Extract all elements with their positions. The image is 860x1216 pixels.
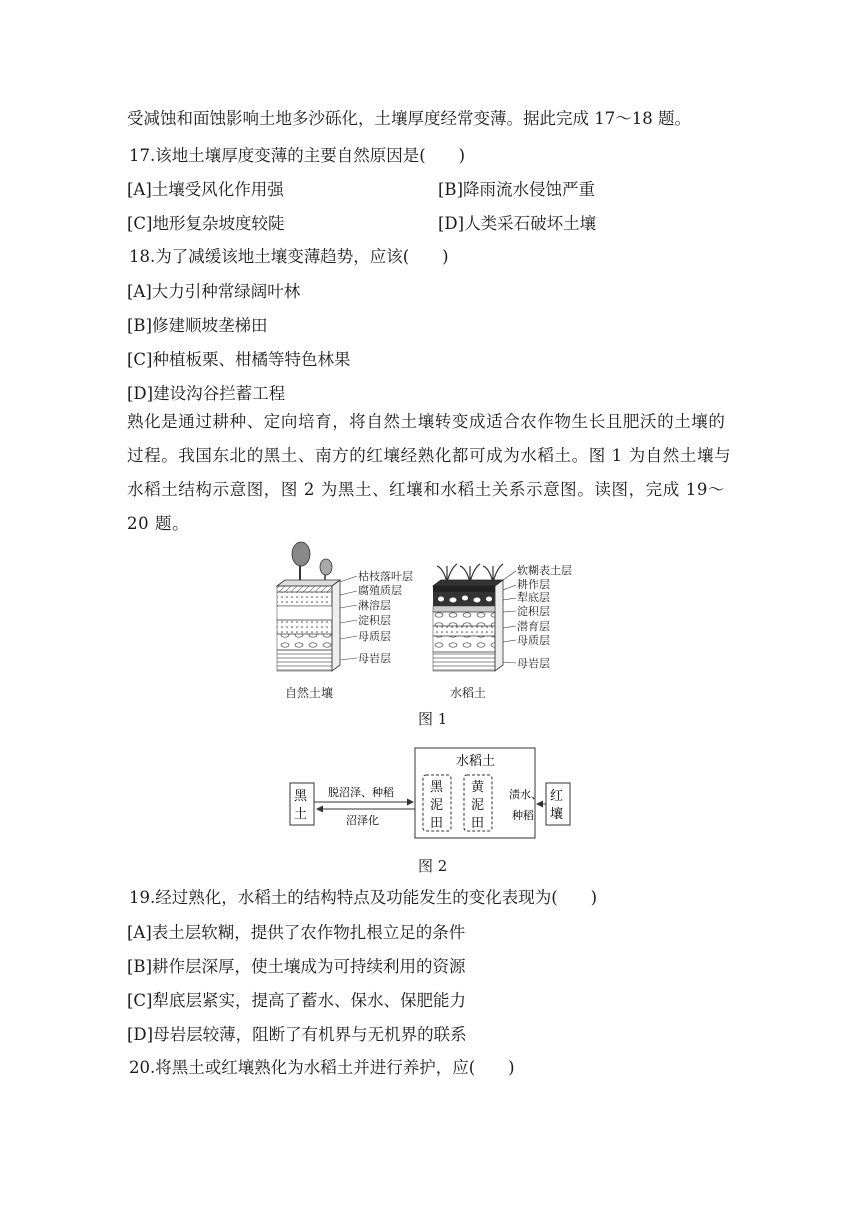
q17-option-d[interactable]: [D]人类采石破坏土壤 (438, 214, 597, 233)
q17-option-c[interactable]: [C]地形复杂坡度较陡 (127, 214, 285, 233)
paddy-layer-2: 耕作层 (517, 578, 550, 591)
arrow-label-rice: 种稻 (512, 809, 534, 822)
natural-layer-1: 枯枝落叶层 (358, 570, 413, 583)
arrow-label-swamping: 沼泽化 (346, 814, 379, 827)
natural-layer-6: 母岩层 (358, 652, 391, 665)
q18-option-d[interactable]: [D]建设沟谷拦蓄工程 (127, 384, 286, 403)
natural-layer-5: 母质层 (358, 630, 391, 643)
paddy-title: 水稻土 (456, 754, 496, 769)
paddy-layer-6: 母质层 (517, 634, 550, 647)
figure-2-caption: 图 2 (418, 857, 448, 875)
question-19-stem: 19.经过熟化，水稻土的结构特点及功能发生的变化表现为( ) (129, 888, 598, 907)
black-mud-char-1: 黑 (430, 780, 444, 795)
q17-option-b[interactable]: [B]降雨流水侵蚀严重 (438, 180, 595, 199)
paddy-layer-1: 软糊表土层 (517, 564, 572, 577)
red-soil-char-2: 壤 (550, 807, 564, 822)
passage-text-2: 熟化是通过耕种、定向培育，将自然土壤转变成适合农作物生长且肥沃的土壤的过程。我国东北的黑土、南方的红壤经熟化都可成为水稻土。图 1 为自然土壤与水稻土结构示意图，图 2 为黑土、红壤和水稻土关系示意图。读图，完成 19～20 题。 (127, 412, 732, 533)
natural-layer-3: 淋溶层 (358, 599, 391, 612)
question-20-stem: 20.将黑土或红壤熟化为水稻土并进行养护，应( ) (129, 1058, 515, 1077)
question-18-stem: 18.为了减缓该地土壤变薄趋势，应该( ) (129, 247, 449, 266)
black-soil-char-2: 土 (294, 807, 308, 822)
yellow-mud-char-1: 黄 (471, 780, 485, 795)
q19-option-c[interactable]: [C]犁底层紧实，提高了蓄水、保水、保肥能力 (127, 991, 466, 1010)
figure-2-relationship-diagram (280, 745, 580, 845)
q19-option-b[interactable]: [B]耕作层深厚，使土壤成为可持续利用的资源 (127, 957, 466, 976)
natural-soil-block (277, 542, 340, 671)
black-mud-char-3: 田 (430, 816, 444, 831)
arrow-label-deswamp: 脱沼泽、种稻 (328, 786, 394, 799)
q18-option-a[interactable]: [A]大力引种常绿阔叶林 (127, 282, 301, 301)
red-soil-char-1: 红 (550, 789, 564, 804)
paddy-layer-4: 淀积层 (517, 605, 550, 618)
q18-option-c[interactable]: [C]种植板栗、柑橘等特色林果 (127, 350, 351, 369)
arrow-label-waterlog: 渍水、 (509, 788, 542, 801)
question-17-stem: 17.该地土壤厚度变薄的主要自然原因是( ) (129, 146, 466, 165)
q19-option-a[interactable]: [A]表土层软糊，提供了农作物扎根立足的条件 (127, 923, 466, 942)
figure-1-caption: 图 1 (418, 710, 448, 728)
yellow-mud-char-3: 田 (471, 816, 485, 831)
yellow-mud-char-2: 泥 (471, 798, 485, 813)
paddy-soil-block (433, 564, 503, 671)
natural-layer-2: 腐殖质层 (358, 584, 402, 597)
q17-option-a[interactable]: [A]土壤受风化作用强 (127, 180, 284, 199)
paddy-soil-label: 水稻土 (450, 686, 487, 700)
paddy-layer-5: 潜育层 (517, 620, 550, 633)
paddy-layer-3: 犁底层 (517, 591, 550, 604)
black-mud-char-2: 泥 (430, 798, 444, 813)
natural-layer-4: 淀积层 (358, 614, 391, 627)
q19-option-d[interactable]: [D]母岩层较薄，阻断了有机界与无机界的联系 (127, 1025, 467, 1044)
passage-text-1: 受减蚀和面蚀影响土地多沙砾化，土壤厚度经常变薄。据此完成 17～18 题。 (127, 109, 691, 128)
natural-soil-label: 自然土壤 (285, 686, 334, 700)
figure-1-soil-profiles (265, 540, 595, 705)
paddy-layer-7: 母岩层 (517, 657, 550, 670)
q18-option-b[interactable]: [B]修建顺坡垄梯田 (127, 316, 268, 335)
black-soil-char-1: 黑 (294, 789, 308, 804)
